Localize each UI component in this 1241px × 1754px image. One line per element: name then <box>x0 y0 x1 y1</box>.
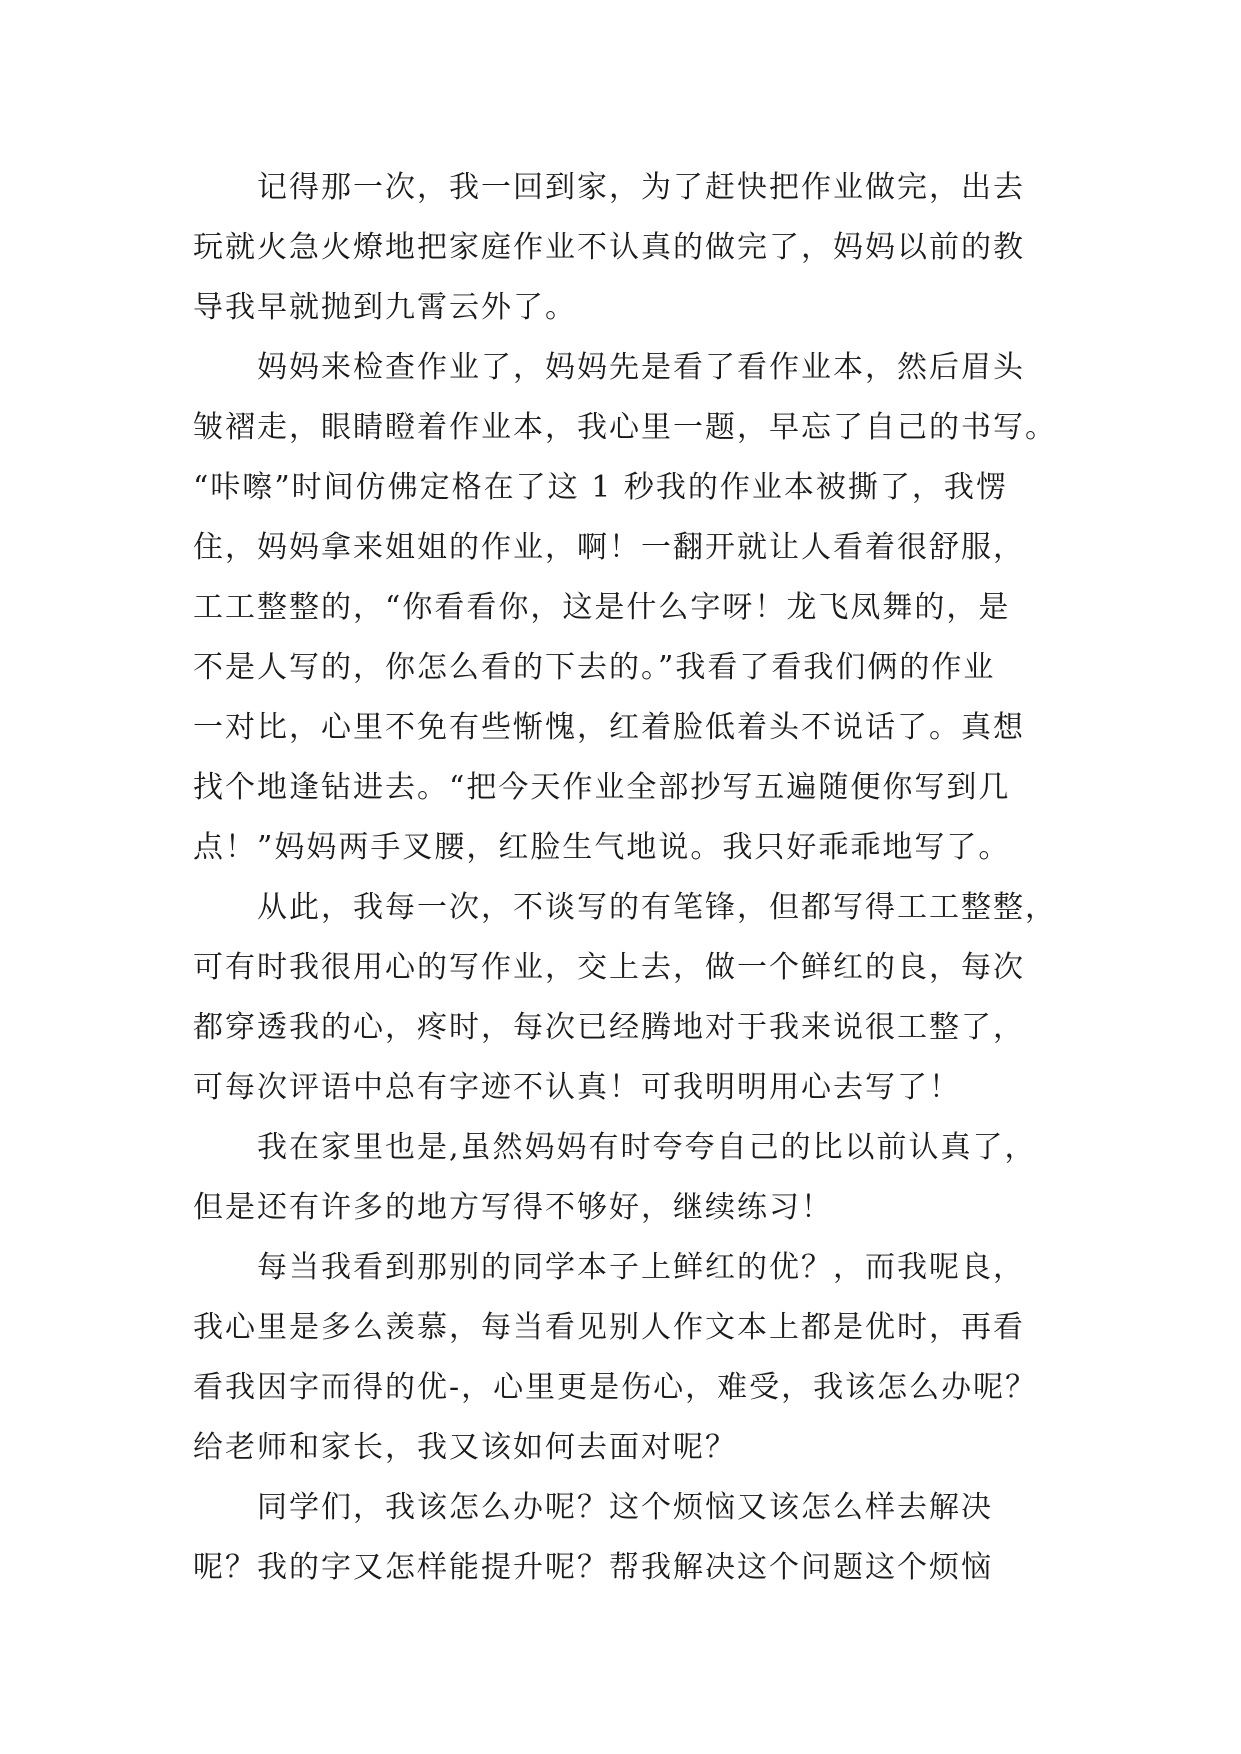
paragraph-6 <box>193 1478 1053 1598</box>
text-line: 找个地逢钻进去。“把今天作业全部抄写五遍随便你写到几 <box>193 770 1011 805</box>
text-line: 同学们，我该怎么办呢？这个烦恼又该怎么样去解决 <box>257 1490 993 1525</box>
text-line: 从此，我每一次，不谈写的有笔锋，但都写得工工整整， <box>257 890 1057 925</box>
text-line: 可每次评语中总有字迹不认真！可我明明用心去写了！ <box>193 1070 961 1105</box>
paragraph-5 <box>193 1238 1053 1478</box>
paragraph-1 <box>193 158 1053 338</box>
text-line: 住，妈妈拿来姐姐的作业，啊！一翻开就让人看着很舒服， <box>193 530 1025 565</box>
text-line: 呢？我的字又怎样能提升呢？帮我解决这个问题这个烦恼 <box>193 1550 993 1585</box>
paragraph-2 <box>193 338 1057 878</box>
text-line: 都穿透我的心，疼时，每次已经腾地对于我来说很工整了， <box>193 1010 1025 1045</box>
text-line: “咔嚓”时间仿佛定格在了这 1 秒我的作业本被撕了，我愣 <box>193 470 1008 505</box>
text-line: 看我因字而得的优-，心里更是伤心，难受，我该怎么办呢？ <box>193 1370 1038 1405</box>
text-line: 不是人写的，你怎么看的下去的。”我看了看我们俩的作业 <box>193 650 996 685</box>
text-line: 我在家里也是,虽然妈妈有时夸夸自己的比以前认真了， <box>257 1130 1037 1165</box>
text-line: 记得那一次，我一回到家，为了赶快把作业做完，出去 <box>257 170 1025 205</box>
text-line: 但是还有许多的地方写得不够好，继续练习！ <box>193 1190 833 1225</box>
text-line: 皱褶走，眼睛瞪着作业本，我心里一题，早忘了自己的书写。 <box>193 410 1057 445</box>
paragraph-3 <box>193 878 1057 1118</box>
text-line: 导我早就抛到九霄云外了。 <box>193 290 577 325</box>
text-line: 妈妈来检查作业了，妈妈先是看了看作业本，然后眉头 <box>257 350 1025 385</box>
text-line: 点！”妈妈两手叉腰，红脸生气地说。我只好乖乖地写了。 <box>193 830 1011 865</box>
text-line: 给老师和家长，我又该如何去面对呢？ <box>193 1430 737 1465</box>
text-line: 工工整整的，“你看看你，这是什么字呀！龙飞凤舞的，是 <box>193 590 1011 625</box>
paragraph-4 <box>193 1118 1053 1238</box>
text-line: 每当我看到那别的同学本子上鲜红的优？，而我呢良， <box>257 1250 1025 1285</box>
text-line: 可有时我很用心的写作业，交上去，做一个鲜红的良，每次 <box>193 950 1025 985</box>
essay-body <box>193 158 1057 1598</box>
text-line: 我心里是多么羡慕，每当看见别人作文本上都是优时，再看 <box>193 1310 1025 1345</box>
text-line: 一对比，心里不免有些惭愧，红着脸低着头不说话了。真想 <box>193 710 1025 745</box>
text-line: 玩就火急火燎地把家庭作业不认真的做完了，妈妈以前的教 <box>193 230 1025 265</box>
